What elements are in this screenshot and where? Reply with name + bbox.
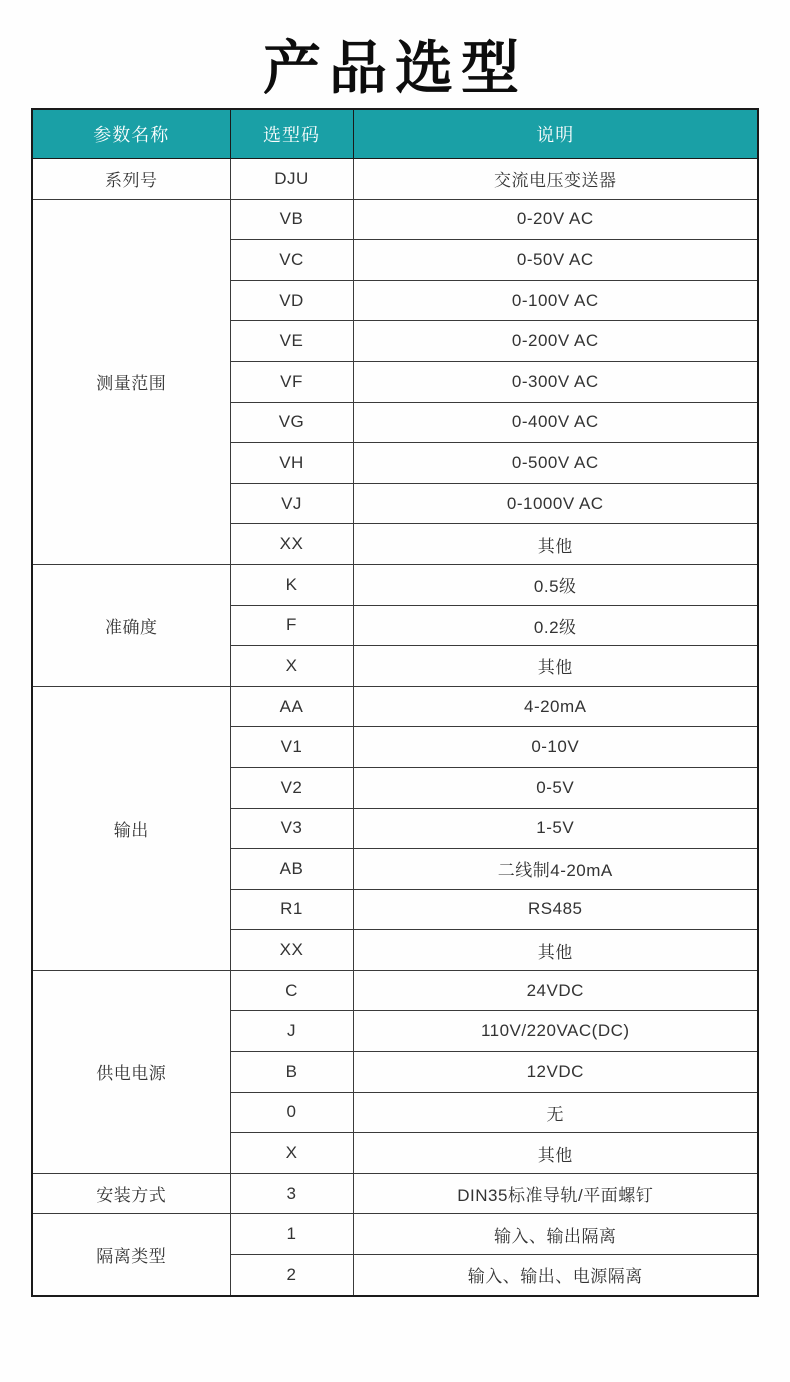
table-row — [32, 686, 758, 727]
description-cell: RS485 — [353, 889, 758, 930]
description-cell: 4-20mA — [353, 686, 758, 727]
parameter-name-cell: 系列号 — [32, 159, 230, 200]
description-cell: 0-400V AC — [353, 402, 758, 443]
description-cell: 0-5V — [353, 767, 758, 808]
selection-code-cell: VH — [230, 443, 353, 484]
selection-code-cell: 3 — [230, 1173, 353, 1214]
table-row — [32, 970, 758, 1011]
selection-code-cell: X — [230, 646, 353, 687]
description-cell: DIN35标准导轨/平面螺钉 — [353, 1173, 758, 1214]
description-cell: 0-10V — [353, 727, 758, 768]
description-cell: 12VDC — [353, 1052, 758, 1093]
description-cell: 0-100V AC — [353, 280, 758, 321]
description-cell: 0.5级 — [353, 564, 758, 605]
selection-code-cell: 0 — [230, 1092, 353, 1133]
table-header-row — [32, 109, 758, 159]
description-cell: 其他 — [353, 646, 758, 687]
description-cell: 0.2级 — [353, 605, 758, 646]
table-row — [32, 199, 758, 240]
description-cell: 0-20V AC — [353, 199, 758, 240]
description-cell: 0-500V AC — [353, 443, 758, 484]
description-cell: 0-1000V AC — [353, 483, 758, 524]
column-header-description: 说明 — [353, 109, 758, 159]
selection-code-cell: J — [230, 1011, 353, 1052]
parameter-name-cell: 安装方式 — [32, 1173, 230, 1214]
description-cell: 输入、输出隔离 — [353, 1214, 758, 1255]
selection-code-cell: VG — [230, 402, 353, 443]
selection-code-cell: VB — [230, 199, 353, 240]
selection-code-cell: V2 — [230, 767, 353, 808]
column-header-selection-code: 选型码 — [230, 109, 353, 159]
description-cell: 0-300V AC — [353, 361, 758, 402]
parameter-name-cell: 隔离类型 — [32, 1214, 230, 1296]
parameter-name-cell: 供电电源 — [32, 970, 230, 1173]
parameter-name-cell: 测量范围 — [32, 199, 230, 564]
selection-code-cell: AB — [230, 849, 353, 890]
selection-code-cell: XX — [230, 930, 353, 971]
selection-code-cell: 2 — [230, 1255, 353, 1296]
table-row — [32, 1173, 758, 1214]
selection-code-cell: 1 — [230, 1214, 353, 1255]
selection-code-cell: R1 — [230, 889, 353, 930]
description-cell: 1-5V — [353, 808, 758, 849]
selection-code-cell: VC — [230, 240, 353, 281]
table-row — [32, 159, 758, 200]
table-row — [32, 1214, 758, 1255]
description-cell: 110V/220VAC(DC) — [353, 1011, 758, 1052]
description-cell: 0-200V AC — [353, 321, 758, 362]
description-cell: 其他 — [353, 930, 758, 971]
description-cell: 0-50V AC — [353, 240, 758, 281]
column-header-parameter-name: 参数名称 — [32, 109, 230, 159]
selection-code-cell: X — [230, 1133, 353, 1174]
selection-code-cell: V1 — [230, 727, 353, 768]
description-cell: 其他 — [353, 524, 758, 565]
page-title: 产品选型 — [262, 36, 527, 101]
selection-code-cell: AA — [230, 686, 353, 727]
selection-code-cell: B — [230, 1052, 353, 1093]
parameter-name-cell: 输出 — [32, 686, 230, 970]
selection-code-cell: XX — [230, 524, 353, 565]
description-cell: 交流电压变送器 — [353, 159, 758, 200]
description-cell: 无 — [353, 1092, 758, 1133]
selection-code-cell: VF — [230, 361, 353, 402]
selection-code-cell: VD — [230, 280, 353, 321]
selection-code-cell: F — [230, 605, 353, 646]
selection-code-cell: V3 — [230, 808, 353, 849]
parameter-name-cell: 准确度 — [32, 564, 230, 686]
selection-code-cell: DJU — [230, 159, 353, 200]
selection-code-cell: K — [230, 564, 353, 605]
selection-code-cell: VE — [230, 321, 353, 362]
selection-code-cell: VJ — [230, 483, 353, 524]
description-cell: 24VDC — [353, 970, 758, 1011]
description-cell: 其他 — [353, 1133, 758, 1174]
selection-code-cell: C — [230, 970, 353, 1011]
description-cell: 二线制4-20mA — [353, 849, 758, 890]
product-selection-table — [31, 108, 759, 1297]
description-cell: 输入、输出、电源隔离 — [353, 1255, 758, 1296]
table-row — [32, 564, 758, 605]
